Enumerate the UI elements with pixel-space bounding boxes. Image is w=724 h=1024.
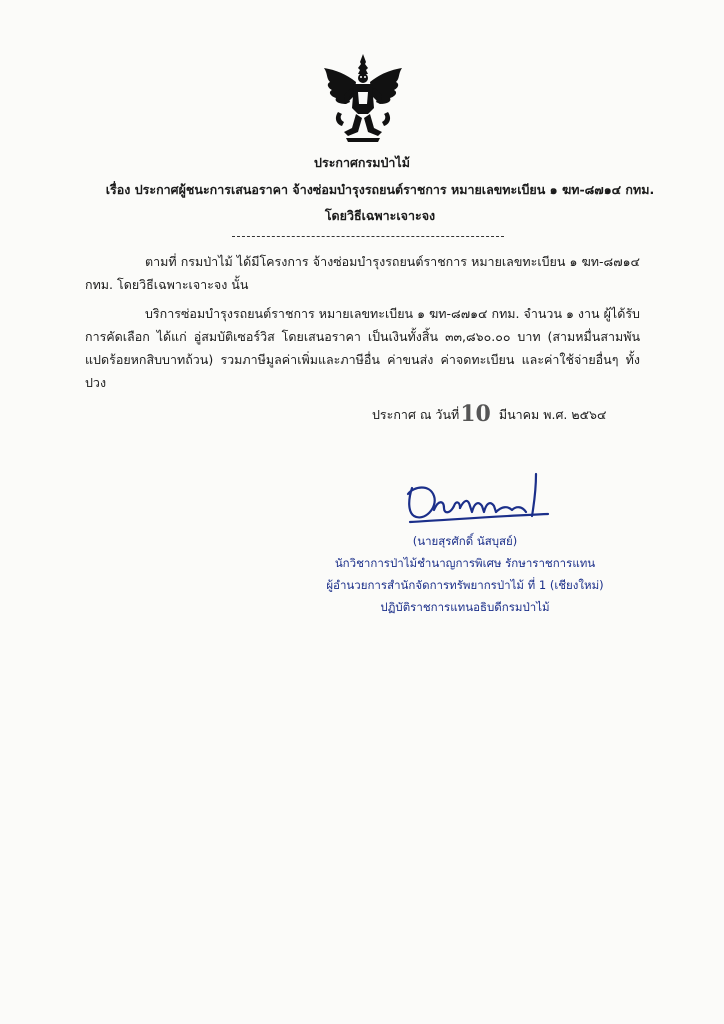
date-suffix: มีนาคม พ.ศ. ๒๕๖๔: [498, 407, 607, 422]
paragraph-intro-text: ตามที่ กรมป่าไม้ ได้มีโครงการ จ้างซ่อมบำรุงรถยนต์ราชการ หมายเลขทะเบียน ๑ ฆท-๘๗๑๔ กทม. โดยวิธีเฉพาะเจาะจง นั้น: [85, 254, 640, 292]
subject-line-1: เรื่อง ประกาศผู้ชนะการเสนอราคา จ้างซ่อมบำรุงรถยนต์ราชการ หมายเลขทะเบียน ๑ ฆท-๘๗๑๔ กทม.: [105, 182, 655, 197]
signer-position-1: นักวิชาการป่าไม้ชำนาญการพิเศษ รักษาราชการแทน: [334, 556, 596, 570]
subject-line-2: โดยวิธีเฉพาะเจาะจง: [324, 208, 436, 223]
paragraph-award-text: บริการซ่อมบำรุงรถยนต์ราชการ หมายเลขทะเบียน ๑ ฆท-๘๗๑๔ กทม. จำนวน ๑ งาน ผู้ได้รับการคัดเลือก ได้แก่ อู่สมบัติเซอร์วิส โดยเสนอราคา เป็นเงินทั้งสิ้น ๓๓,๘๖๐.๐๐ บาท (สามหมื่นสามพันแปดร้อยหกสิบบาทถ้วน) รวมภาษีมูลค่าเพิ่มและภาษีอื่น ค่าขนส่ง ค่าจดทะเบียน และค่าใช้จ่ายอื่นๆ ทั้งปวง: [85, 306, 640, 390]
paragraph-award: [85, 302, 640, 394]
divider-line: [232, 236, 504, 237]
signer-position-3: ปฏิบัติราชการแทนอธิบดีกรมป่าไม้: [380, 600, 550, 614]
document-subject: [100, 177, 660, 229]
signer-name: (นายสุรศักดิ์ นัสบุสย์): [412, 534, 518, 548]
signer-position-2: ผู้อำนวยการสำนักจัดการทรัพยากรป่าไม้ ที่ 1 (เชียงใหม่): [326, 578, 604, 592]
handwritten-signature: [398, 460, 558, 530]
date-prefix: ประกาศ ณ วันที่: [372, 407, 460, 422]
garuda-emblem: [318, 52, 408, 144]
announcement-date: [372, 399, 606, 425]
document-title: ประกาศกรมป่าไม้: [314, 155, 410, 170]
paragraph-intro: [85, 250, 640, 296]
date-day: 10: [460, 401, 491, 427]
